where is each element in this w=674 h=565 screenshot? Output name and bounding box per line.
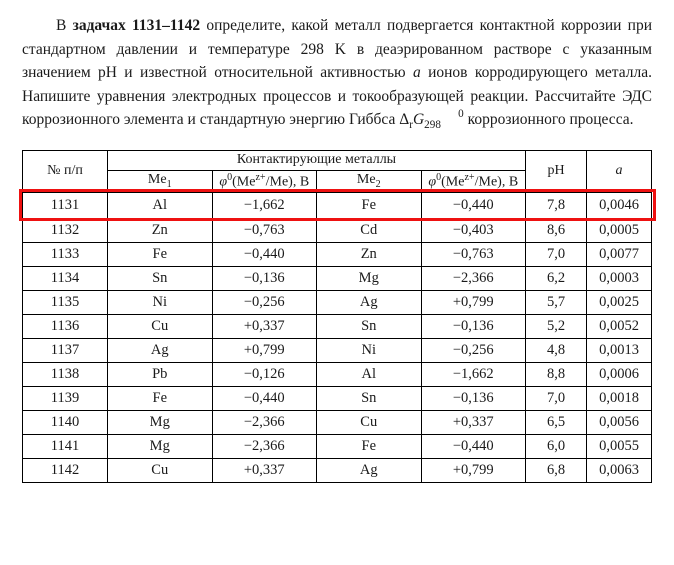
cell-a: 0,0003 [587,266,652,290]
table-row [23,386,652,410]
cell-phi2: +0,799 [421,458,526,482]
cell-ph: 7,8 [526,192,587,218]
intro-text-2: ионов корродирующего металла. Напишите уравнения электродных процессов и токообразующей реакции. Рассчитайте ЭДС коррозионного элемента и стандартную энергию Гиббса [22,64,652,129]
cell-a: 0,0005 [587,218,652,242]
table-body [23,192,652,482]
cell-me2: Sn [317,314,422,338]
table-row [23,266,652,290]
col-header-me1-text: Me [147,171,167,187]
col-header-ph: pH [526,151,587,193]
cell-phi2: −0,136 [421,386,526,410]
phi2-tail: /Me), В [474,174,519,190]
cell-phi2: −1,662 [421,362,526,386]
col-header-group: Контактирующие металлы [108,151,526,171]
cell-phi2: −0,256 [421,338,526,362]
cell-number: 1141 [23,434,108,458]
intro-text-1: определите, какой металл подвергается контактной коррозии при стандартном давлении и температуре 298 K в деаэрированном растворе с указанным значением рН и известной относительной активностью [22,17,652,82]
table-head [23,151,652,193]
cell-phi1: +0,799 [212,338,317,362]
table-row [23,242,652,266]
cell-me1: Cu [108,314,213,338]
cell-me2: Zn [317,242,422,266]
cell-phi2: −0,763 [421,242,526,266]
cell-me2: Cd [317,218,422,242]
table-row [23,410,652,434]
table-row [23,458,652,482]
cell-a: 0,0013 [587,338,652,362]
gibbs-supsub [424,109,464,130]
col-header-a-italic: a [615,163,623,179]
cell-phi1: −2,366 [212,410,317,434]
cell-ph: 5,7 [526,290,587,314]
cell-number: 1137 [23,338,108,362]
intro-bold-range: задачах 1131–1142 [72,17,201,34]
col-header-phi1 [212,170,317,192]
cell-ph: 7,0 [526,242,587,266]
cell-me1: Ni [108,290,213,314]
phi2-symbol: φ [428,174,437,190]
intro-lead: В [56,17,67,34]
gibbs-sub-r: r [409,119,413,132]
cell-a: 0,0077 [587,242,652,266]
table-row [23,338,652,362]
cell-a: 0,0063 [587,458,652,482]
cell-ph: 6,5 [526,410,587,434]
cell-me2: Fe [317,434,422,458]
cell-phi1: −0,440 [212,242,317,266]
cell-phi2: +0,799 [421,290,526,314]
cell-me2: Al [317,362,422,386]
table-row [23,192,652,218]
cell-number: 1135 [23,290,108,314]
cell-a: 0,0046 [587,192,652,218]
cell-phi1: +0,337 [212,458,317,482]
cell-ph: 6,8 [526,458,587,482]
gibbs-sup-0: 0 [458,108,464,121]
cell-me2: Ni [317,338,422,362]
cell-a: 0,0056 [587,410,652,434]
cell-phi1: +0,337 [212,314,317,338]
gibbs-g: G [412,111,425,129]
table-row [23,218,652,242]
cell-me2: Ag [317,290,422,314]
cell-ph: 8,6 [526,218,587,242]
cell-number: 1133 [23,242,108,266]
cell-me1: Fe [108,242,213,266]
cell-ph: 6,2 [526,266,587,290]
cell-number: 1131 [23,192,108,218]
gibbs-delta: Δ [399,111,410,129]
cell-me2: Mg [317,266,422,290]
table-header-row-1 [23,151,652,171]
col-header-me1-sub: 1 [166,178,172,190]
cell-ph: 7,0 [526,386,587,410]
col-header-number: № п/п [23,151,108,193]
cell-phi1: −0,126 [212,362,317,386]
cell-number: 1142 [23,458,108,482]
cell-me2: Cu [317,410,422,434]
cell-me1: Pb [108,362,213,386]
intro-italic-a: a [412,64,421,82]
cell-phi1: −0,763 [212,218,317,242]
table-row [23,434,652,458]
cell-number: 1140 [23,410,108,434]
table-row [23,290,652,314]
phi1-symbol: φ [219,174,228,190]
intro-paragraph [22,14,652,134]
cell-number: 1132 [23,218,108,242]
cell-phi2: −0,440 [421,192,526,218]
cell-me1: Al [108,192,213,218]
cell-me1: Sn [108,266,213,290]
cell-phi2: +0,337 [421,410,526,434]
cell-number: 1139 [23,386,108,410]
cell-me2: Ag [317,458,422,482]
cell-me2: Sn [317,386,422,410]
cell-number: 1134 [23,266,108,290]
cell-a: 0,0018 [587,386,652,410]
col-header-me1 [108,170,213,192]
cell-ph: 8,8 [526,362,587,386]
intro-text-3: коррозионного процесса. [463,111,634,129]
cell-number: 1138 [23,362,108,386]
cell-phi1: −2,366 [212,434,317,458]
cell-me1: Mg [108,410,213,434]
cell-a: 0,0055 [587,434,652,458]
cell-a: 0,0052 [587,314,652,338]
col-header-me2 [317,170,422,192]
phi1-rest: (Me [232,174,256,190]
cell-number: 1136 [23,314,108,338]
cell-phi2: −0,440 [421,434,526,458]
phi1-tail: /Me), В [265,174,310,190]
cell-ph: 5,2 [526,314,587,338]
phi2-zplus: z+ [464,171,475,183]
cell-phi2: −0,136 [421,314,526,338]
gibbs-sub-298: 298 [424,119,441,132]
cell-phi2: −2,366 [421,266,526,290]
cell-phi1: −0,136 [212,266,317,290]
col-header-phi2 [421,170,526,192]
cell-phi1: −1,662 [212,192,317,218]
corrosion-table [22,150,652,483]
cell-me1: Mg [108,434,213,458]
gibbs-formula [399,108,464,132]
cell-phi1: −0,440 [212,386,317,410]
cell-me1: Ag [108,338,213,362]
cell-phi1: −0,256 [212,290,317,314]
col-header-a [587,151,652,193]
cell-me2: Fe [317,192,422,218]
phi2-sup: 0 [436,171,442,183]
col-header-me2-sub: 2 [375,178,381,190]
cell-a: 0,0025 [587,290,652,314]
cell-me1: Fe [108,386,213,410]
table-row [23,314,652,338]
cell-me1: Zn [108,218,213,242]
phi1-zplus: z+ [255,171,266,183]
phi2-rest: (Me [441,174,465,190]
cell-a: 0,0006 [587,362,652,386]
cell-me1: Cu [108,458,213,482]
table-row [23,362,652,386]
phi1-sup: 0 [227,171,233,183]
cell-phi2: −0,403 [421,218,526,242]
col-header-me2-text: Me [356,171,376,187]
cell-ph: 6,0 [526,434,587,458]
cell-ph: 4,8 [526,338,587,362]
